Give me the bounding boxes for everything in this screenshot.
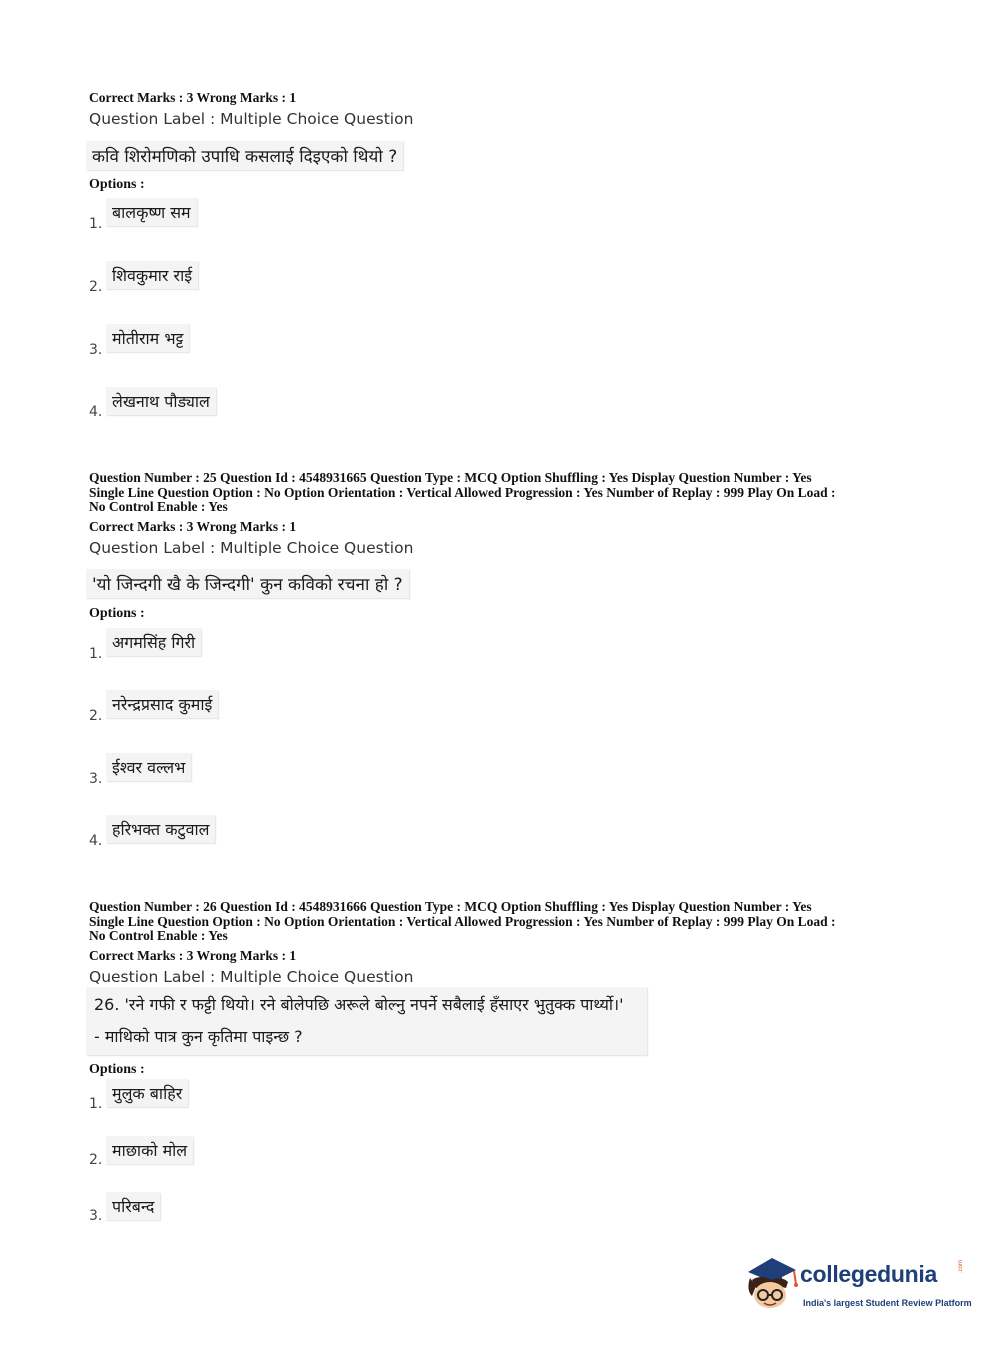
q26-metadata	[89, 900, 919, 944]
q24-question-text: कवि शिरोमणिको उपाधि कसलाई दिइएको थियो ?	[86, 141, 403, 170]
q25-metadata	[89, 471, 919, 515]
q25-option-2-number: 2.	[89, 708, 103, 724]
q24-option-3-number: 3.	[89, 342, 103, 358]
q25-meta-line-1: Question Number : 25 Question Id : 4548931665 Question Type : MCQ Option Shuffling : Yes Display Question Number : Yes	[89, 470, 812, 485]
q24-option-2-number: 2.	[89, 279, 103, 295]
q26-question-line-1: 26. 'रने गफी र फट्टी थियो। रने बोलेपछि अरूले बोल्नु नपर्ने सबैलाई हँसाएर भुतुक्क पार्थ्यो।'	[94, 995, 624, 1014]
q24-option-1-number: 1.	[89, 216, 103, 232]
q25-question-text: 'यो जिन्दगी खै के जिन्दगी' कुन कविको रचना हो ?	[86, 569, 409, 598]
q26-meta-line-1: Question Number : 26 Question Id : 4548931666 Question Type : MCQ Option Shuffling : Yes Display Question Number : Yes	[89, 899, 812, 914]
q26-marks: Correct Marks : 3 Wrong Marks : 1	[89, 948, 297, 963]
q24-marks: Correct Marks : 3 Wrong Marks : 1	[89, 90, 297, 105]
q25-meta-line-3: No Control Enable : Yes	[89, 499, 228, 514]
q24-question-label: Question Label : Multiple Choice Question	[89, 110, 414, 128]
collegedunia-wordmark: collegedunia	[800, 1261, 937, 1287]
q26-option-3-number: 3.	[89, 1208, 103, 1224]
q25-option-1-number: 1.	[89, 646, 103, 662]
q26-option-1-number: 1.	[89, 1096, 103, 1112]
collegedunia-mascot-icon	[742, 1250, 800, 1312]
q25-meta-line-2: Single Line Question Option : No Option Orientation : Vertical Allowed Progression : Yes Number of Replay : 999 Play On Load :	[89, 484, 836, 500]
collegedunia-dotcom: .com	[958, 1259, 964, 1273]
q24-options-heading: Options :	[89, 177, 145, 192]
q25-option-3-number: 3.	[89, 771, 103, 787]
q25-option-4-number: 4.	[89, 833, 103, 849]
q26-option-2-number: 2.	[89, 1152, 103, 1168]
collegedunia-tagline: India's largest Student Review Platform	[803, 1298, 972, 1308]
q26-option-1[interactable]: मुलुक बाहिर	[106, 1079, 188, 1107]
q25-option-3[interactable]: ईश्वर वल्लभ	[106, 753, 191, 781]
q24-option-4[interactable]: लेखनाथ पौड्याल	[106, 387, 216, 415]
q24-option-3[interactable]: मोतीराम भट्ट	[106, 324, 189, 352]
q25-option-2[interactable]: नरेन्द्रप्रसाद कुमाई	[106, 690, 218, 718]
q24-option-2[interactable]: शिवकुमार राई	[106, 261, 198, 289]
q25-question-label: Question Label : Multiple Choice Question	[89, 539, 414, 557]
q26-options-heading: Options :	[89, 1062, 145, 1077]
q26-question-text	[86, 987, 647, 1055]
q26-question-line-2: - माथिको पात्र कुन कृतिमा पाइन्छ ?	[94, 1027, 303, 1046]
q25-option-4[interactable]: हरिभक्त कटुवाल	[106, 815, 215, 843]
q25-marks: Correct Marks : 3 Wrong Marks : 1	[89, 519, 297, 534]
q26-meta-line-3: No Control Enable : Yes	[89, 928, 228, 943]
q26-question-label: Question Label : Multiple Choice Question	[89, 968, 414, 986]
q26-option-2[interactable]: माछाको मोल	[106, 1136, 193, 1164]
q26-meta-line-2: Single Line Question Option : No Option Orientation : Vertical Allowed Progression : Yes Number of Replay : 999 Play On Load :	[89, 913, 836, 929]
q24-option-4-number: 4.	[89, 404, 103, 420]
q25-option-1[interactable]: अगमसिंह गिरी	[106, 628, 201, 656]
q24-option-1[interactable]: बालकृष्ण सम	[106, 198, 197, 226]
q26-option-3[interactable]: परिबन्द	[106, 1192, 160, 1220]
q25-options-heading: Options :	[89, 606, 145, 621]
